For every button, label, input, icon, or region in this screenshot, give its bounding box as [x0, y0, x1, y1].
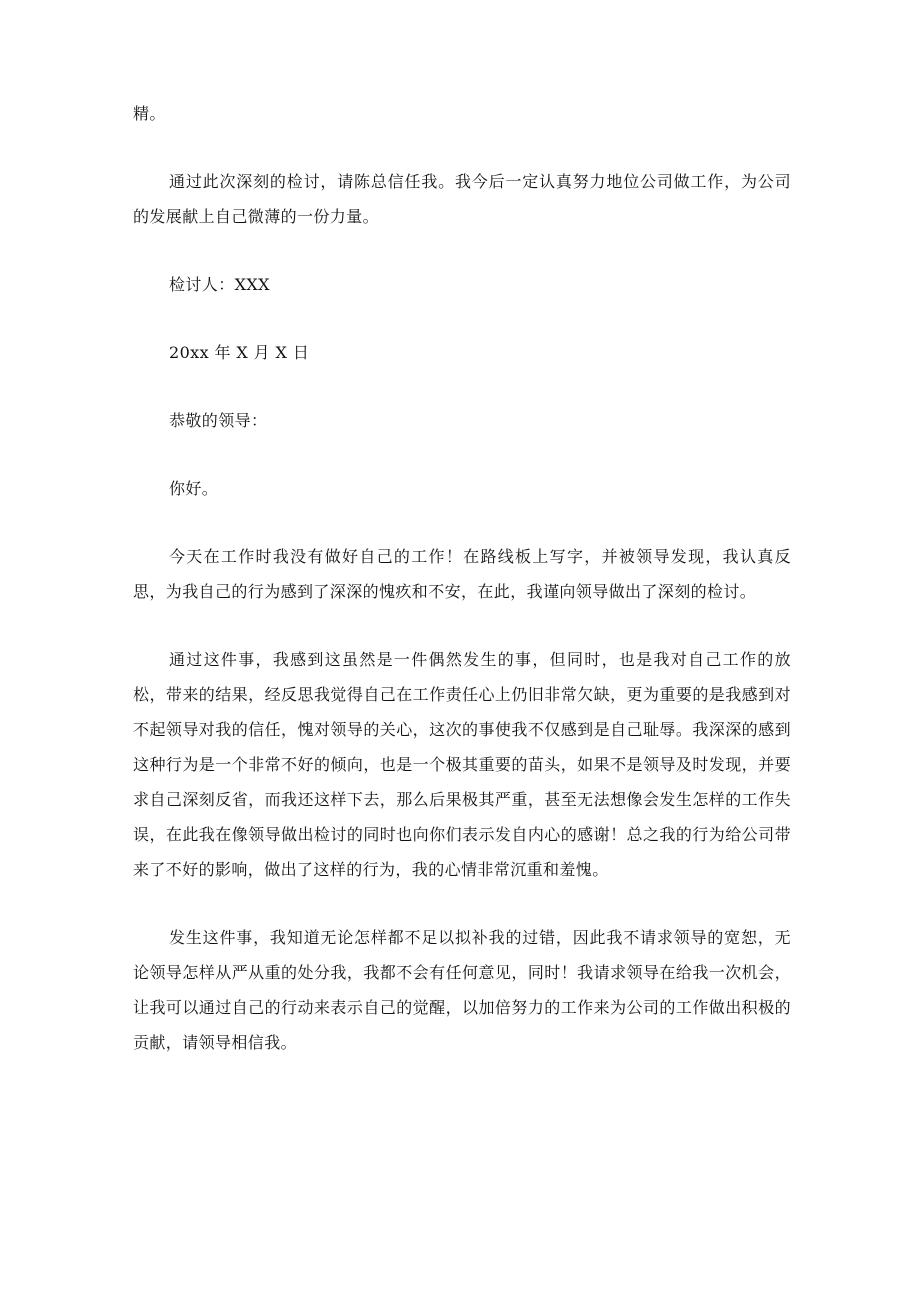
salutation: 恭敬的领导： — [169, 411, 268, 430]
paragraph-reflection: 通过这件事，我感到这虽然是一件偶然发生的事，但同时，也是我对自己工作的放松，带来的结果，经反思我觉得自己在工作责任心上仍旧非常欠缺，更为重要的是我感到对不起领导对我的信任，愧对领导的关心，这次的事使我不仅感到是自己耻辱。我深深的感到这种行为是一个非常不好的倾向，也是一个极其重要的苗头，如果不是领导及时发现，并要求自己深刻反省，而我还这样下去，那么后果极其严重，甚至无法想像会发生怎样的工作失误，在此我在像领导做出检讨的同时也向你们表示发自内心的感谢！总之我的行为给公司带来了不好的影响，做出了这样的行为，我的心情非常沉重和羞愧。 — [133, 650, 791, 879]
paragraph-incident: 今天在工作时我没有做好自己的工作！在路线板上写字，并被领导发现，我认真反思，为我自己的行为感到了深深的愧疚和不安，在此，我谨向领导做出了深刻的检讨。 — [133, 547, 791, 601]
paragraph-closing-pledge: 通过此次深刻的检讨，请陈总信任我。我今后一定认真努力地位公司做工作，为公司的发展献上自己微薄的一份力量。 — [133, 172, 791, 226]
paragraph-continuation: 精。 — [133, 104, 166, 123]
document-body — [133, 96, 791, 1093]
paragraph-request: 发生这件事，我知道无论怎样都不足以拟补我的过错，因此我不请求领导的宽恕，无论领导怎样从严从重的处分我，我都不会有任何意见，同时！我请求领导在给我一次机会，让我可以通过自己的行动来表示自己的觉醒，以加倍努力的工作来为公司的工作做出积极的贡献，请领导相信我。 — [133, 928, 791, 1052]
greeting: 你好。 — [169, 479, 219, 498]
date-line: 20xx 年 X 月 X 日 — [169, 343, 310, 362]
signature-line: 检讨人：XXX — [169, 275, 270, 294]
